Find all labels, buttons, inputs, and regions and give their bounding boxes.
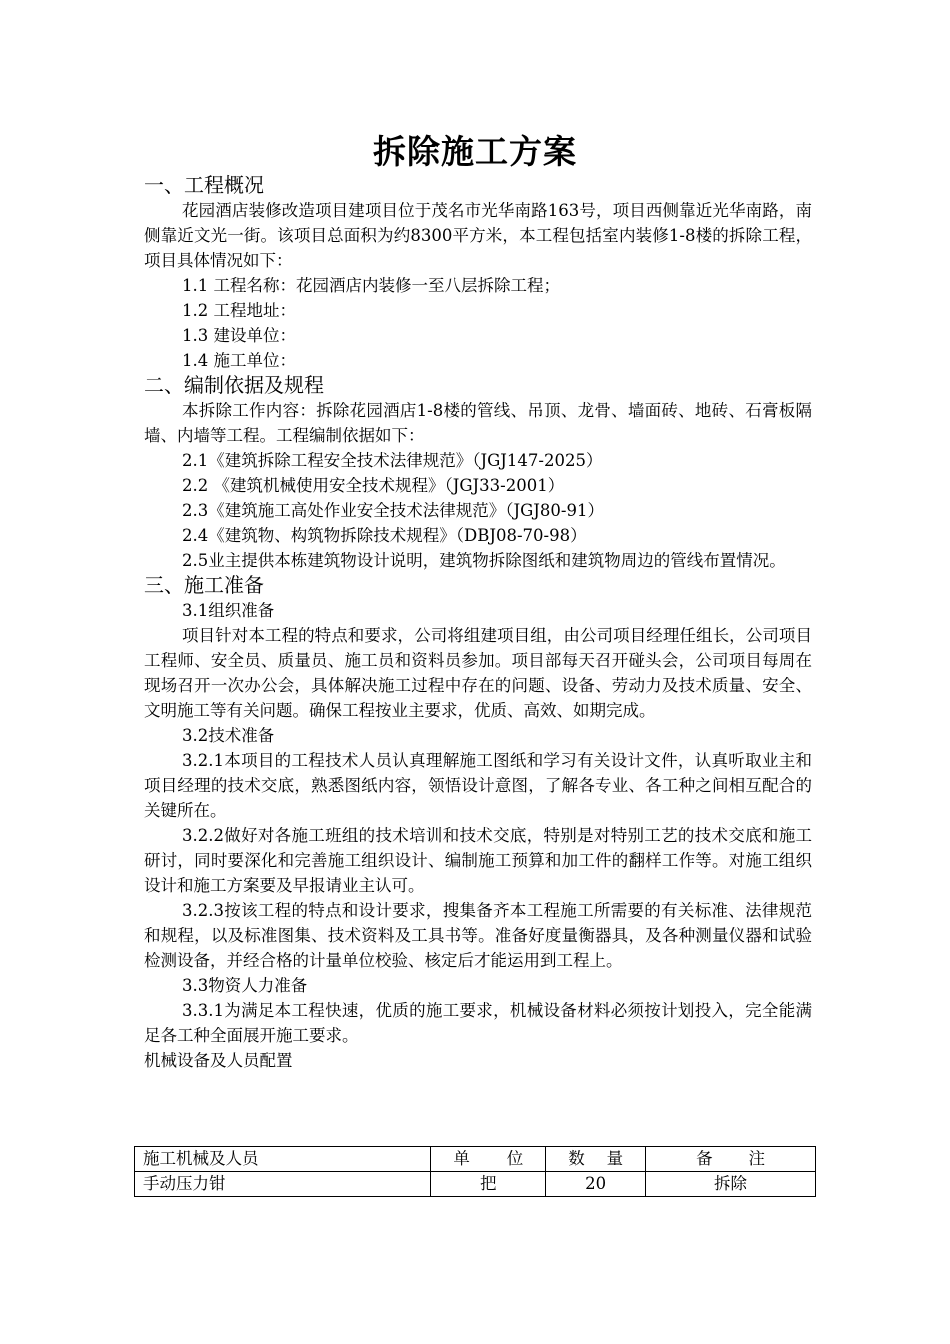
project-name-line: 1.1 工程名称：花园酒店内装修一至八层拆除工程； [182,276,560,295]
header-unit: 单位 [431,1147,546,1172]
header-remarks: 备注 [646,1147,816,1172]
section-heading-3: 三、施工准备 [144,573,264,597]
section-1-paragraph: 花园酒店装修改造项目建项目位于茂名市光华南路163号，项目西侧靠近光华南路，南侧靠近文光一街。该项目总面积为约8300平方米，本工程包括室内装修1-8楼的拆除工程，项目具体情况如下： [144,201,812,270]
standard-2-3: 2.3《建筑施工高处作业安全技术法律规范》（JGJ80-91） [182,501,604,520]
header-quantity: 数量 [546,1147,646,1172]
paragraph-3-2-3: 3.2.3按该工程的特点和设计要求，搜集备齐本工程施工所需要的有关标准、法律规范和规程，以及标准图集、技术资料及工具书等。准备好度量衡器具，及各种测量仪器和试验检测设备，并经合格的计量单位校验、核定后才能运用到工程上。 [144,901,812,970]
section-heading-1: 一、工程概况 [144,173,264,197]
standard-2-2: 2.2 《建筑机械使用安全技术规程》（JGJ33-2001） [182,476,565,495]
document-title: 拆除施工方案 [373,132,577,171]
standard-2-1: 2.1《建筑拆除工程安全技术法律规范》（JGJ147-2025） [182,451,603,470]
contractor-line: 1.4 施工单位： [182,351,296,370]
section-2-paragraph: 本拆除工作内容：拆除花园酒店1-8楼的管线、吊顶、龙骨、墙面砖、地砖、石膏板隔墙、内墙等工程。工程编制依据如下： [144,401,812,445]
table-caption: 机械设备及人员配置 [144,1051,293,1070]
standard-2-5: 2.5业主提供本栋建筑物设计说明，建筑物拆除图纸和建筑物周边的管线布置情况。 [182,551,786,570]
table-header-row [135,1147,816,1172]
project-address-line: 1.2 工程地址： [182,301,296,320]
standard-2-4: 2.4《建筑物、构筑物拆除技术规程》（DBJ08-70-98） [182,526,587,545]
paragraph-3-3-1: 3.3.1为满足本工程快速，优质的施工要求，机械设备材料必须按计划投入，完全能满足各工种全面展开施工要求。 [144,1001,812,1045]
paragraph-3-2-2: 3.2.2做好对各施工班组的技术培训和技术交底，特别是对特别工艺的技术交底和施工研讨，同时要深化和完善施工组织设计、编制施工预算和加工件的翻样工作等。对施工组织设计和施工方案要及早报请业主认可。 [144,826,812,895]
cell-unit: 把 [431,1172,546,1197]
subheading-3-2: 3.2技术准备 [182,726,275,745]
developer-line: 1.3 建设单位： [182,326,296,345]
paragraph-3-1: 项目针对本工程的特点和要求，公司将组建项目组，由公司项目经理任组长，公司项目工程师、安全员、质量员、施工员和资料员参加。项目部每天召开碰头会，公司项目每周在现场召开一次办公会，具体解决施工过程中存在的问题、设备、劳动力及技术质量、安全、文明施工等有关问题。确保工程按业主要求，优质、高效、如期完成。 [144,626,812,720]
subheading-3-3: 3.3物资人力准备 [182,976,308,995]
header-equipment: 施工机械及人员 [135,1147,431,1172]
cell-remarks: 拆除 [646,1172,816,1197]
equipment-table [134,1146,816,1197]
paragraph-3-2-1: 3.2.1本项目的工程技术人员认真理解施工图纸和学习有关设计文件，认真听取业主和项目经理的技术交底，熟悉图纸内容，领悟设计意图，了解各专业、各工种之间相互配合的关键所在。 [144,751,812,820]
cell-quantity: 20 [546,1172,646,1197]
section-heading-2: 二、编制依据及规程 [144,373,324,397]
subheading-3-1: 3.1组织准备 [182,601,275,620]
cell-equipment: 手动压力钳 [135,1172,431,1197]
document-body [144,173,812,1073]
table-row [135,1172,816,1197]
